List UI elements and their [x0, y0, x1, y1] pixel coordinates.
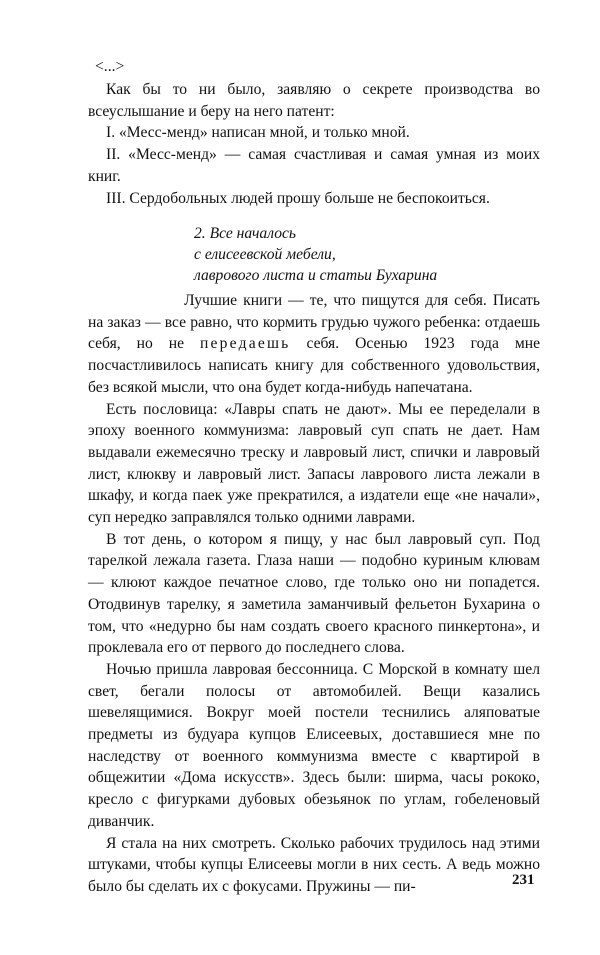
list-item-1: I. «Месс-менд» написан мной, и только мной. — [106, 124, 410, 142]
paragraph-3: В тот день, о котором я пищу, у нас был лавровый суп. Под тарелкой лежала газета. Глаза наши — подобно куриным клювам — клюют каждое печатное слово, где только оно ни попадется. Отодвинув тарелку, я заметила заманчивый фельетон Бухарина о том, что «недурно бы нам создать своего красного пинкертона», и проклевала его от первого до последнего слова. — [88, 530, 540, 657]
paragraph-1 — [88, 290, 540, 399]
paragraph-2: Есть пословица: «Лавры спать не дают». Мы ее переделали в эпоху военного коммунизма: лавровый суп спать не дает. Нам выдавали ежемесячно треску и лавровый лист, спички и лавровый лист, клюкву и лавровый лист. Запасы лаврового листа лежали в шкафу, и когда паек уже прекратился, а издатели еще «не начали», суп нередко заправлялся только одними лаврами. — [88, 400, 540, 527]
body-text — [88, 290, 540, 898]
section-heading-line-1: 2. Все началось — [194, 225, 297, 242]
intro-block — [88, 79, 540, 209]
omission-marker: <...> — [95, 58, 125, 75]
section-heading-line-3: лаврового листа и статьи Бухарина — [194, 267, 438, 284]
paragraph-4: Ночью пришла лавровая бессонница. С Морской в комнату шел свет, бегали полосы от автомобилей. Вещи казались шевелящимися. Вокруг моей постели теснились аляповатые предметы из будуара купцов Елисеевых, доставшиеся мне по наследству от военного коммунизма вместе с квартирой в общежитии «Дома искусств». Здесь были: ширма, часы рококо, кресло с фигурками дубовых обезьянок по углам, гобеленовый диванчик. — [88, 660, 540, 830]
paragraph-1-part-a: Лучшие книги — те, что пищутся для себя. Писать на заказ — все равно, что кормить грудью чужого ребенка: отдаешь себя, но не — [88, 292, 540, 353]
section-heading — [194, 223, 514, 286]
list-item-3: III. Сердобольных людей прошу больше не беспокоиться. — [106, 189, 490, 207]
section-heading-line-2: с елисеевской мебели, — [194, 246, 336, 263]
paragraph-1-part-b: себя. Осенью 1923 года мне посчастливилось написать книгу для собственного удовольствия, без всякой мысли, что она будет когда-нибудь напечатана. — [88, 335, 540, 396]
intro-paragraph: Как бы то ни было, заявляю о секрете производства во всеуслышание и беру на него патент: — [88, 81, 540, 120]
page-number: 231 — [512, 872, 535, 888]
spaced-emphasis: передаешь — [200, 335, 291, 353]
paragraph-5: Я стала на них смотреть. Сколько рабочих трудилось над этими штуками, чтобы купцы Елисеевы могли в них сесть. А ведь можно было бы сделать их с фокусами. Пружины — пи- — [88, 834, 540, 895]
list-item-2: II. «Месс-менд» — самая счастливая и самая умная из моих книг. — [88, 146, 540, 185]
